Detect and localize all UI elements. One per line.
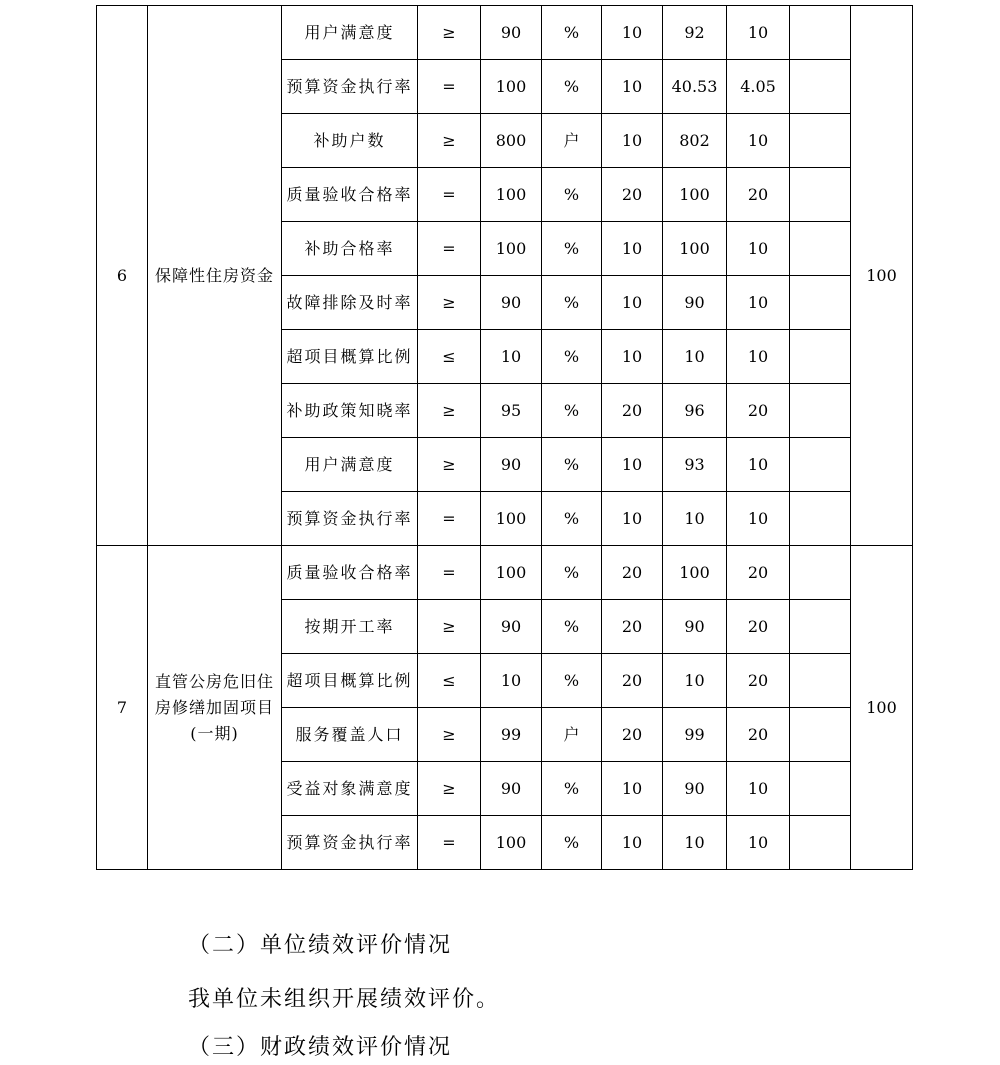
actual-value-cell: 100 <box>663 546 727 600</box>
empty-cell <box>790 330 851 384</box>
unit-cell: % <box>542 222 602 276</box>
unit-cell: % <box>542 654 602 708</box>
empty-cell <box>790 222 851 276</box>
total-score-cell: 100 <box>851 6 913 546</box>
indicator-cell: 超项目概算比例 <box>282 654 418 708</box>
unit-cell: % <box>542 600 602 654</box>
unit-cell: % <box>542 330 602 384</box>
score-cell: 10 <box>727 330 790 384</box>
operator-cell: ≥ <box>418 276 481 330</box>
target-value-cell: 90 <box>481 762 542 816</box>
score-cell: 20 <box>727 708 790 762</box>
actual-value-cell: 10 <box>663 654 727 708</box>
target-value-cell: 90 <box>481 6 542 60</box>
actual-value-cell: 100 <box>663 222 727 276</box>
unit-cell: % <box>542 6 602 60</box>
score-cell: 10 <box>727 762 790 816</box>
project-name-cell: 直管公房危旧住房修缮加固项目(一期) <box>148 546 282 870</box>
section-2-heading: （二）单位绩效评价情况 <box>188 933 453 958</box>
weight-cell: 10 <box>602 114 663 168</box>
weight-cell: 10 <box>602 492 663 546</box>
target-value-cell: 100 <box>481 816 542 870</box>
group-number-cell: 6 <box>97 6 148 546</box>
operator-cell: ≥ <box>418 438 481 492</box>
operator-cell: ≥ <box>418 384 481 438</box>
section-2-text: 我单位未组织开展绩效评价。 <box>188 987 501 1012</box>
indicator-cell: 受益对象满意度 <box>282 762 418 816</box>
operator-cell: ≥ <box>418 600 481 654</box>
empty-cell <box>790 546 851 600</box>
actual-value-cell: 40.53 <box>663 60 727 114</box>
indicator-cell: 补助合格率 <box>282 222 418 276</box>
empty-cell <box>790 276 851 330</box>
score-cell: 10 <box>727 6 790 60</box>
operator-cell: = <box>418 60 481 114</box>
target-value-cell: 10 <box>481 330 542 384</box>
indicator-cell: 用户满意度 <box>282 438 418 492</box>
empty-cell <box>790 168 851 222</box>
weight-cell: 10 <box>602 276 663 330</box>
indicator-cell: 质量验收合格率 <box>282 546 418 600</box>
score-cell: 20 <box>727 654 790 708</box>
target-value-cell: 95 <box>481 384 542 438</box>
actual-value-cell: 10 <box>663 330 727 384</box>
weight-cell: 20 <box>602 708 663 762</box>
score-cell: 20 <box>727 546 790 600</box>
target-value-cell: 90 <box>481 600 542 654</box>
score-cell: 10 <box>727 492 790 546</box>
score-cell: 20 <box>727 168 790 222</box>
indicator-cell: 质量验收合格率 <box>282 168 418 222</box>
target-value-cell: 100 <box>481 546 542 600</box>
unit-cell: % <box>542 168 602 222</box>
target-value-cell: 99 <box>481 708 542 762</box>
weight-cell: 10 <box>602 330 663 384</box>
section-3-heading: （三）财政绩效评价情况 <box>188 1035 453 1060</box>
unit-cell: % <box>542 60 602 114</box>
score-cell: 10 <box>727 438 790 492</box>
score-cell: 20 <box>727 600 790 654</box>
score-cell: 10 <box>727 276 790 330</box>
indicator-cell: 超项目概算比例 <box>282 330 418 384</box>
actual-value-cell: 99 <box>663 708 727 762</box>
unit-cell: % <box>542 438 602 492</box>
indicator-cell: 预算资金执行率 <box>282 492 418 546</box>
unit-cell: 户 <box>542 708 602 762</box>
group-number-cell: 7 <box>97 546 148 870</box>
empty-cell <box>790 762 851 816</box>
operator-cell: ≥ <box>418 708 481 762</box>
target-value-cell: 10 <box>481 654 542 708</box>
unit-cell: % <box>542 384 602 438</box>
indicator-cell: 补助户数 <box>282 114 418 168</box>
actual-value-cell: 93 <box>663 438 727 492</box>
actual-value-cell: 10 <box>663 492 727 546</box>
score-cell: 20 <box>727 384 790 438</box>
operator-cell: = <box>418 546 481 600</box>
unit-cell: 户 <box>542 114 602 168</box>
indicator-cell: 服务覆盖人口 <box>282 708 418 762</box>
operator-cell: ≥ <box>418 762 481 816</box>
weight-cell: 10 <box>602 60 663 114</box>
operator-cell: = <box>418 492 481 546</box>
empty-cell <box>790 114 851 168</box>
weight-cell: 10 <box>602 816 663 870</box>
score-cell: 10 <box>727 114 790 168</box>
operator-cell: ≤ <box>418 654 481 708</box>
empty-cell <box>790 60 851 114</box>
actual-value-cell: 90 <box>663 600 727 654</box>
actual-value-cell: 90 <box>663 762 727 816</box>
indicator-cell: 补助政策知晓率 <box>282 384 418 438</box>
operator-cell: ≥ <box>418 114 481 168</box>
project-name-cell: 保障性住房资金 <box>148 6 282 546</box>
weight-cell: 20 <box>602 654 663 708</box>
target-value-cell: 100 <box>481 222 542 276</box>
weight-cell: 10 <box>602 762 663 816</box>
unit-cell: % <box>542 492 602 546</box>
empty-cell <box>790 708 851 762</box>
target-value-cell: 90 <box>481 276 542 330</box>
operator-cell: = <box>418 816 481 870</box>
operator-cell: = <box>418 222 481 276</box>
indicator-cell: 故障排除及时率 <box>282 276 418 330</box>
operator-cell: ≤ <box>418 330 481 384</box>
actual-value-cell: 90 <box>663 276 727 330</box>
actual-value-cell: 96 <box>663 384 727 438</box>
weight-cell: 20 <box>602 168 663 222</box>
weight-cell: 10 <box>602 6 663 60</box>
weight-cell: 20 <box>602 546 663 600</box>
table-row <box>97 6 913 60</box>
unit-cell: % <box>542 762 602 816</box>
unit-cell: % <box>542 276 602 330</box>
empty-cell <box>790 384 851 438</box>
indicator-cell: 用户满意度 <box>282 6 418 60</box>
indicator-cell: 预算资金执行率 <box>282 816 418 870</box>
weight-cell: 20 <box>602 600 663 654</box>
unit-cell: % <box>542 546 602 600</box>
empty-cell <box>790 438 851 492</box>
total-score-cell: 100 <box>851 546 913 870</box>
actual-value-cell: 10 <box>663 816 727 870</box>
actual-value-cell: 92 <box>663 6 727 60</box>
indicator-cell: 按期开工率 <box>282 600 418 654</box>
actual-value-cell: 802 <box>663 114 727 168</box>
score-cell: 4.05 <box>727 60 790 114</box>
target-value-cell: 100 <box>481 60 542 114</box>
score-cell: 10 <box>727 222 790 276</box>
operator-cell: = <box>418 168 481 222</box>
empty-cell <box>790 654 851 708</box>
empty-cell <box>790 600 851 654</box>
weight-cell: 10 <box>602 222 663 276</box>
table-row <box>97 546 913 600</box>
unit-cell: % <box>542 816 602 870</box>
score-cell: 10 <box>727 816 790 870</box>
empty-cell <box>790 492 851 546</box>
weight-cell: 20 <box>602 384 663 438</box>
empty-cell <box>790 6 851 60</box>
target-value-cell: 100 <box>481 168 542 222</box>
indicator-cell: 预算资金执行率 <box>282 60 418 114</box>
performance-table <box>96 5 913 870</box>
actual-value-cell: 100 <box>663 168 727 222</box>
target-value-cell: 100 <box>481 492 542 546</box>
operator-cell: ≥ <box>418 6 481 60</box>
weight-cell: 10 <box>602 438 663 492</box>
target-value-cell: 800 <box>481 114 542 168</box>
target-value-cell: 90 <box>481 438 542 492</box>
empty-cell <box>790 816 851 870</box>
